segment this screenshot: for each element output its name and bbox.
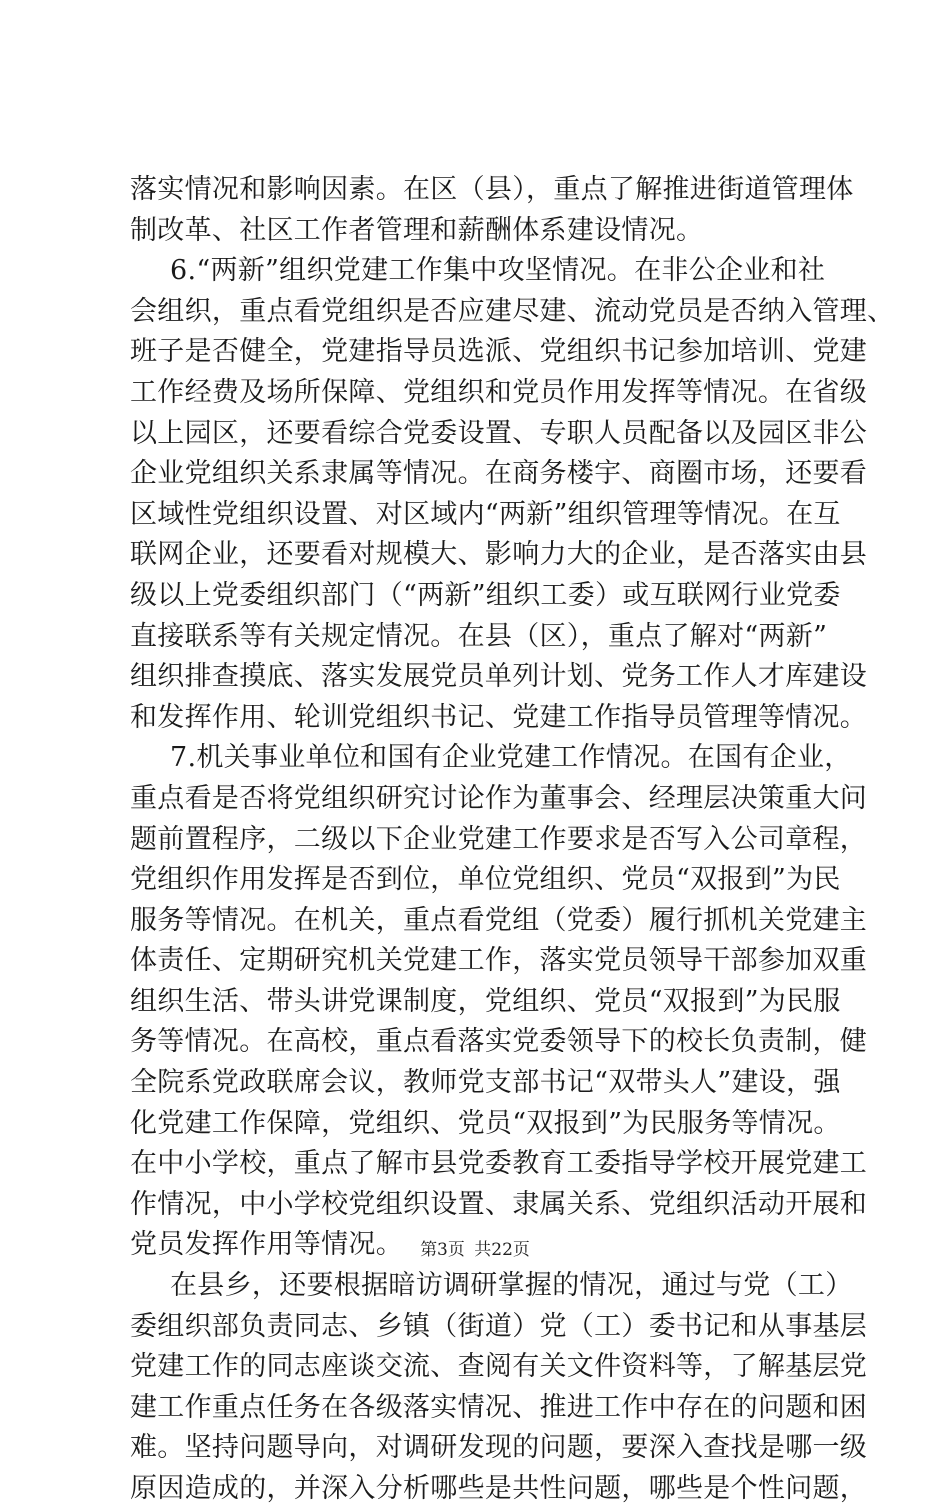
text-line: 班子是否健全，党建指导员选派、党组织书记参加培训、党建 xyxy=(130,336,868,368)
paragraph-county-township xyxy=(130,1266,868,1510)
paragraph-two-new-organizations xyxy=(130,251,895,738)
text-line: 工作经费及场所保障、党组织和党员作用发挥等情况。在省级 xyxy=(130,376,868,408)
page-footer xyxy=(0,1238,950,1262)
text-line: 建工作重点任务在各级落实情况、推进工作中存在的问题和困 xyxy=(130,1391,868,1423)
text-line: 重点看是否将党组织研究讨论作为董事会、经理层决策重大问 xyxy=(130,782,868,814)
text-line: 原因造成的，并深入分析哪些是共性问题，哪些是个性问题， xyxy=(130,1473,868,1504)
text-line: 企业党组织关系隶属等情况。在商务楼宇、商圈市场，还要看 xyxy=(130,458,868,490)
text-line: 党员发挥作用等情况。 xyxy=(130,1229,403,1261)
text-line: 6.“两新”组织党建工作集中攻坚情况。在非公企业和社 xyxy=(170,255,826,287)
text-line: 党组织作用发挥是否到位，单位党组织、党员“双报到”为民 xyxy=(130,864,841,896)
text-line: 制改革、社区工作者管理和薪酬体系建设情况。 xyxy=(130,214,704,246)
page-number: 第3页 xyxy=(420,1240,465,1260)
text-line: 直接联系等有关规定情况。在县（区），重点了解对“两新” xyxy=(130,620,828,652)
text-line: 会组织，重点看党组织是否应建尽建、流动党员是否纳入管理、 xyxy=(130,295,895,327)
text-line: 7.机关事业单位和国有企业党建工作情况。在国有企业， xyxy=(170,742,852,774)
text-line: 组织生活、带头讲党课制度，党组织、党员“双报到”为民服 xyxy=(130,985,841,1017)
text-line: 级以上党委组织部门（“两新”组织工委）或互联网行业党委 xyxy=(130,579,841,611)
text-line: 体责任、定期研究机关党建工作，落实党员领导干部参加双重 xyxy=(130,945,868,977)
text-line: 和发挥作用、轮训党组织书记、党建工作指导员管理等情况。 xyxy=(130,701,868,733)
text-line: 全院系党政联席会议，教师党支部书记“双带头人”建设，强 xyxy=(130,1067,841,1099)
text-line: 化党建工作保障，党组织、党员“双报到”为民服务等情况。 xyxy=(130,1107,841,1139)
text-line: 区域性党组织设置、对区域内“两新”组织管理等情况。在互 xyxy=(130,498,841,530)
paragraph-street-management xyxy=(130,170,854,251)
text-line: 难。坚持问题导向，对调研发现的问题，要深入查找是哪一级 xyxy=(130,1432,868,1464)
document-body xyxy=(130,170,895,1510)
text-line: 在县乡，还要根据暗访调研掌握的情况，通过与党（工） xyxy=(170,1270,853,1302)
text-line: 作情况，中小学校党组织设置、隶属关系、党组织活动开展和 xyxy=(130,1188,868,1220)
paragraph-state-enterprises xyxy=(130,738,868,1266)
text-line: 务等情况。在高校，重点看落实党委领导下的校长负责制，健 xyxy=(130,1026,868,1058)
text-line: 党建工作的同志座谈交流、查阅有关文件资料等，了解基层党 xyxy=(130,1351,868,1383)
text-line: 组织排查摸底、落实发展党员单列计划、党务工作人才库建设 xyxy=(130,661,868,693)
text-line: 题前置程序，二级以下企业党建工作要求是否写入公司章程， xyxy=(130,823,868,855)
text-line: 服务等情况。在机关，重点看党组（党委）履行抓机关党建主 xyxy=(130,904,868,936)
page-total: 共22页 xyxy=(474,1240,530,1260)
text-line: 以上园区，还要看综合党委设置、专职人员配备以及园区非公 xyxy=(130,417,868,449)
text-line: 在中小学校，重点了解市县党委教育工委指导学校开展党建工 xyxy=(130,1148,868,1180)
text-line: 委组织部负责同志、乡镇（街道）党（工）委书记和从事基层 xyxy=(130,1310,868,1342)
text-line: 落实情况和影响因素。在区（县），重点了解推进街道管理体 xyxy=(130,174,854,205)
text-line: 联网企业，还要看对规模大、影响力大的企业，是否落实由县 xyxy=(130,539,868,571)
